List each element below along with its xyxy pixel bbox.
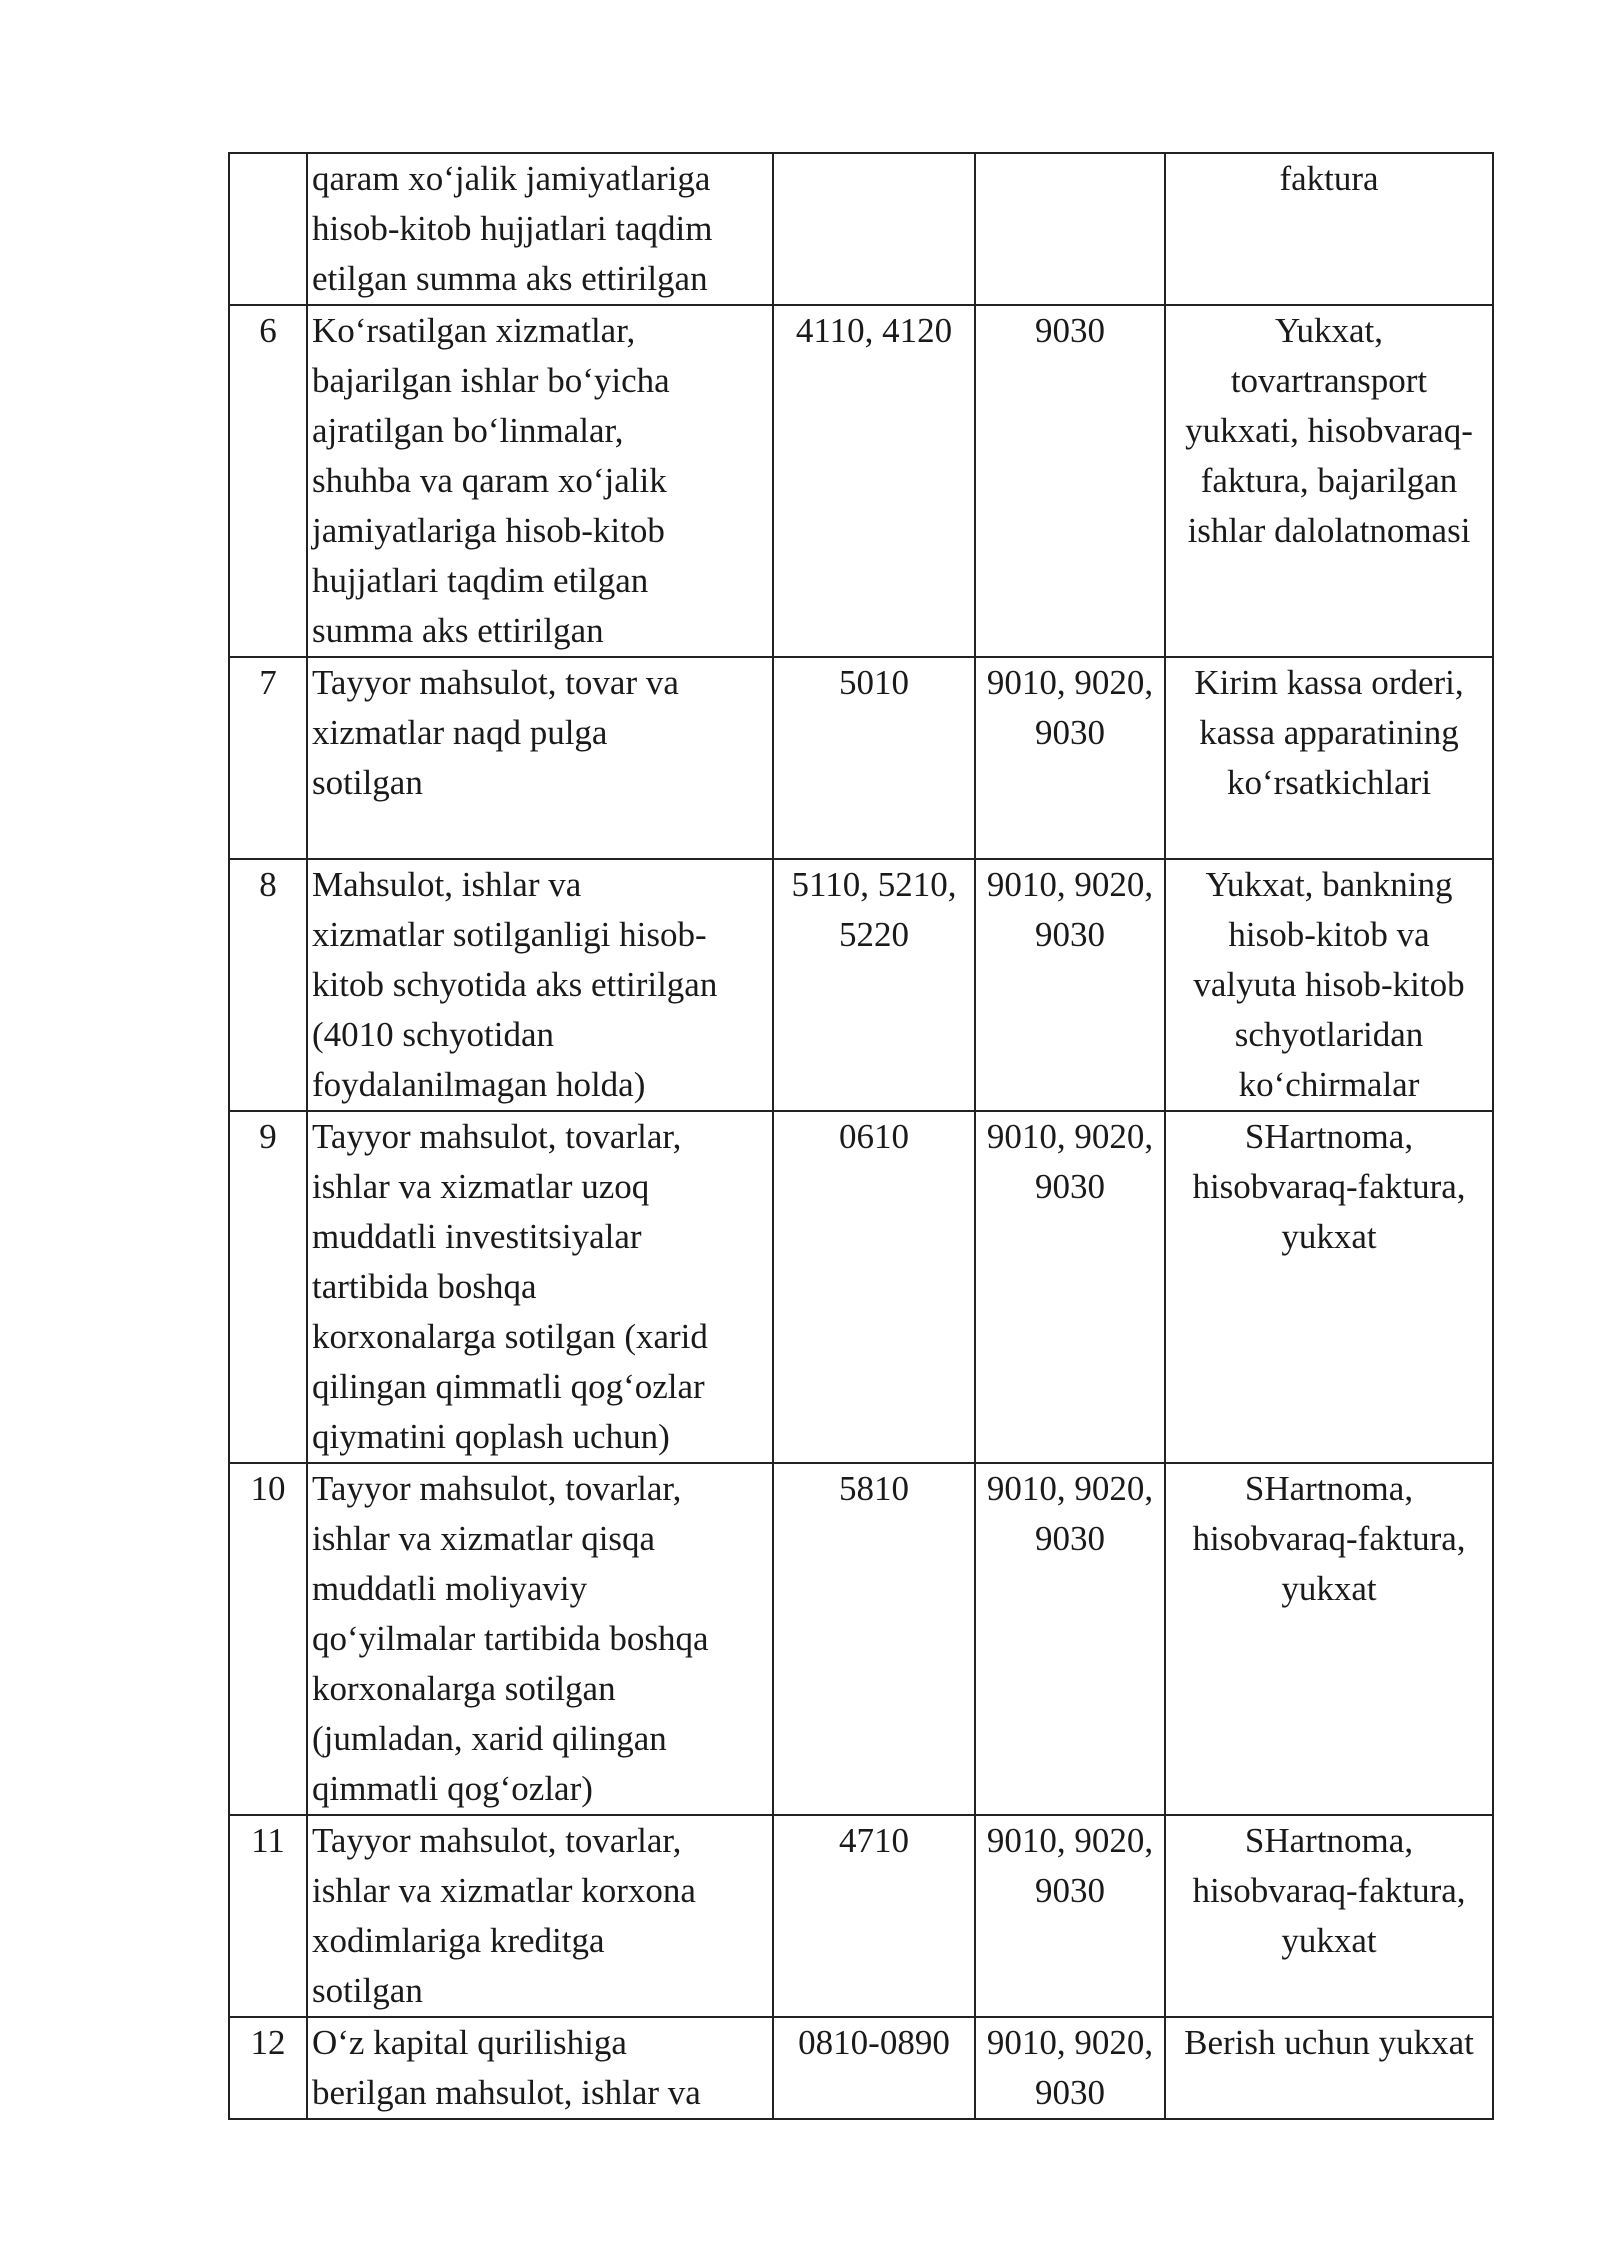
cell-text-line: ishlar dalolatnomasi bbox=[1187, 511, 1471, 550]
table-row bbox=[229, 153, 1493, 305]
source-documents-cell bbox=[1165, 305, 1493, 657]
cell-text-line: Tayyor mahsulot, tovarlar, bbox=[312, 1469, 682, 1508]
credit-account-cell bbox=[975, 1463, 1165, 1815]
cell-text-line: etilgan summa aks ettirilgan bbox=[312, 259, 708, 298]
operation-description-cell bbox=[307, 153, 773, 305]
row-number-cell bbox=[229, 2017, 307, 2119]
credit-account-cell bbox=[975, 657, 1165, 859]
source-documents-cell bbox=[1165, 1463, 1493, 1815]
cell-text-line: 0610 bbox=[839, 1117, 909, 1156]
cell-text-line: shuhba va qaram xoʻjalik bbox=[312, 461, 667, 500]
cell-text-line: 9030 bbox=[1035, 1519, 1105, 1558]
cell-text-line: SHartnoma, bbox=[1244, 1117, 1414, 1156]
cell-text-line: muddatli investitsiyalar bbox=[312, 1217, 642, 1256]
cell-text-line: 4710 bbox=[839, 1821, 909, 1860]
source-documents-cell bbox=[1165, 657, 1493, 859]
cell-text-line: foydalanilmagan holda) bbox=[312, 1065, 646, 1104]
operation-description-cell bbox=[307, 1815, 773, 2017]
cell-text-line: qimmatli qogʻozlar) bbox=[312, 1769, 593, 1808]
cell-text-line: Yukxat, bbox=[1275, 311, 1383, 350]
cell-text-line: SHartnoma, bbox=[1244, 1469, 1414, 1508]
table-body bbox=[229, 153, 1493, 2119]
debit-account-cell bbox=[773, 2017, 975, 2119]
cell-text-line: hisobvaraq-faktura, bbox=[1192, 1871, 1466, 1910]
cell-text-line: Tayyor mahsulot, tovarlar, bbox=[312, 1821, 682, 1860]
credit-account-cell bbox=[975, 2017, 1165, 2119]
credit-account-cell bbox=[975, 305, 1165, 657]
source-documents-cell bbox=[1165, 859, 1493, 1111]
cell-text-line: 9030 bbox=[1035, 915, 1105, 954]
cell-text-line: qiymatini qoplash uchun) bbox=[312, 1417, 670, 1456]
debit-account-cell bbox=[773, 1111, 975, 1463]
cell-text-line: hisob-kitob hujjatlari taqdim bbox=[312, 209, 713, 248]
credit-account-cell bbox=[975, 153, 1165, 305]
cell-text-line: 9010, 9020, bbox=[986, 2023, 1154, 2062]
cell-text-line: 9030 bbox=[1035, 2073, 1105, 2112]
row-number-cell bbox=[229, 859, 307, 1111]
cell-text-line: 9010, 9020, bbox=[986, 865, 1154, 904]
cell-text-line: yukxat bbox=[1281, 1569, 1377, 1608]
cell-text-line: ishlar va xizmatlar korxona bbox=[312, 1871, 696, 1910]
row-number: 8 bbox=[259, 865, 277, 904]
cell-text-line: jamiyatlariga hisob-kitob bbox=[312, 511, 665, 550]
cell-text-line: 5220 bbox=[839, 915, 909, 954]
cell-text-line: 9030 bbox=[1035, 1167, 1105, 1206]
credit-account-cell bbox=[975, 1815, 1165, 2017]
cell-text-line: Mahsulot, ishlar va bbox=[312, 865, 582, 904]
debit-account-cell bbox=[773, 657, 975, 859]
cell-text-line: xizmatlar naqd pulga bbox=[312, 713, 608, 752]
operation-description-cell bbox=[307, 1463, 773, 1815]
debit-account-cell bbox=[773, 305, 975, 657]
cell-text-line: SHartnoma, bbox=[1244, 1821, 1414, 1860]
row-number-cell bbox=[229, 1463, 307, 1815]
cell-text-line: korxonalarga sotilgan bbox=[312, 1669, 616, 1708]
row-number-cell bbox=[229, 153, 307, 305]
row-number-cell bbox=[229, 1815, 307, 2017]
cell-text-line: 5110, 5210, bbox=[791, 865, 957, 904]
cell-text-line: berilgan mahsulot, ishlar va bbox=[312, 2073, 701, 2112]
row-number: 12 bbox=[250, 2023, 286, 2062]
cell-text-line: 5010 bbox=[839, 663, 909, 702]
cell-text-line: ishlar va xizmatlar qisqa bbox=[312, 1519, 656, 1558]
cell-text-line: korxonalarga sotilgan (xarid bbox=[312, 1317, 708, 1356]
credit-account-cell bbox=[975, 1111, 1165, 1463]
cell-text-line: qoʻyilmalar tartibida boshqa bbox=[312, 1619, 709, 1658]
cell-text-line: 9030 bbox=[1035, 311, 1105, 350]
cell-text-line: muddatli moliyaviy bbox=[312, 1569, 588, 1608]
cell-text-line: ajratilgan boʻlinmalar, bbox=[312, 411, 624, 450]
table-row bbox=[229, 1815, 1493, 2017]
cell-text-line: tovartransport bbox=[1230, 361, 1428, 400]
row-number: 9 bbox=[259, 1117, 277, 1156]
row-number: 10 bbox=[250, 1469, 286, 1508]
cell-text-line: kassa apparatining bbox=[1199, 713, 1459, 752]
cell-text-line: yukxati, hisobvaraq- bbox=[1185, 411, 1473, 450]
cell-text-line: 0810-0890 bbox=[798, 2023, 950, 2062]
operation-description-cell bbox=[307, 657, 773, 859]
cell-text-line: koʻrsatkichlari bbox=[1226, 763, 1432, 802]
row-number-cell bbox=[229, 1111, 307, 1463]
operation-description-cell bbox=[307, 859, 773, 1111]
table-row bbox=[229, 859, 1493, 1111]
source-documents-cell bbox=[1165, 1815, 1493, 2017]
table-row bbox=[229, 1463, 1493, 1815]
cell-text-line: 9010, 9020, bbox=[986, 1469, 1154, 1508]
table-row bbox=[229, 657, 1493, 859]
cell-text-line: kitob schyotida aks ettirilgan bbox=[312, 965, 718, 1004]
table-row bbox=[229, 1111, 1493, 1463]
debit-account-cell bbox=[773, 859, 975, 1111]
row-number-cell bbox=[229, 657, 307, 859]
cell-text-line: qilingan qimmatli qogʻozlar bbox=[312, 1367, 705, 1406]
cell-text-line: (jumladan, xarid qilingan bbox=[312, 1719, 667, 1758]
cell-text-line: 9030 bbox=[1035, 1871, 1105, 1910]
cell-text-line: Berish uchun yukxat bbox=[1184, 2023, 1474, 2062]
cell-text-line: 4110, 4120 bbox=[795, 311, 953, 350]
source-documents-cell bbox=[1165, 2017, 1493, 2119]
cell-text-line: xodimlariga kreditga bbox=[312, 1921, 605, 1960]
row-number: 11 bbox=[251, 1821, 285, 1860]
cell-text-line: sotilgan bbox=[312, 1971, 423, 2010]
cell-text-line: Koʻrsatilgan xizmatlar, bbox=[312, 311, 636, 350]
cell-text-line: 9010, 9020, bbox=[986, 663, 1154, 702]
table-row bbox=[229, 305, 1493, 657]
cell-text-line: Tayyor mahsulot, tovarlar, bbox=[312, 1117, 682, 1156]
cell-text-line: koʻchirmalar bbox=[1238, 1065, 1420, 1104]
cell-text-line: yukxat bbox=[1281, 1217, 1377, 1256]
cell-text-line: schyotlaridan bbox=[1234, 1015, 1424, 1054]
cell-text-line: hisob-kitob va bbox=[1228, 915, 1430, 954]
cell-text-line: 9010, 9020, bbox=[986, 1821, 1154, 1860]
debit-account-cell bbox=[773, 1815, 975, 2017]
operation-description-cell bbox=[307, 305, 773, 657]
cell-text-line: ishlar va xizmatlar uzoq bbox=[312, 1167, 650, 1206]
cell-text-line: faktura bbox=[1279, 159, 1379, 198]
cell-text-line: qaram xoʻjalik jamiyatlariga bbox=[312, 159, 711, 198]
cell-text-line: (4010 schyotidan bbox=[312, 1015, 555, 1054]
cell-text-line: Oʻz kapital qurilishiga bbox=[312, 2023, 627, 2062]
cell-text-line: tartibida boshqa bbox=[312, 1267, 537, 1306]
operation-description-cell bbox=[307, 1111, 773, 1463]
cell-text-line: Yukxat, bankning bbox=[1205, 865, 1453, 904]
cell-text-line: valyuta hisob-kitob bbox=[1193, 965, 1465, 1004]
cell-text-line: Kirim kassa orderi, bbox=[1194, 663, 1464, 702]
cell-text-line: 5810 bbox=[839, 1469, 909, 1508]
cell-text-line: xizmatlar sotilganligi hisob- bbox=[312, 915, 707, 954]
cell-text-line: Tayyor mahsulot, tovar va bbox=[312, 663, 679, 702]
operation-description-cell bbox=[307, 2017, 773, 2119]
debit-account-cell bbox=[773, 153, 975, 305]
debit-account-cell bbox=[773, 1463, 975, 1815]
table-row bbox=[229, 2017, 1493, 2119]
row-number: 6 bbox=[259, 311, 277, 350]
cell-text-line: 9030 bbox=[1035, 713, 1105, 752]
cell-text-line: hujjatlari taqdim etilgan bbox=[312, 561, 649, 600]
cell-text-line: yukxat bbox=[1281, 1921, 1377, 1960]
cell-text-line: summa aks ettirilgan bbox=[312, 611, 604, 650]
row-number: 7 bbox=[259, 663, 277, 702]
cell-text-line: bajarilgan ishlar boʻyicha bbox=[312, 361, 670, 400]
cell-text-line: hisobvaraq-faktura, bbox=[1192, 1519, 1466, 1558]
source-documents-cell bbox=[1165, 153, 1493, 305]
cell-text-line: 9010, 9020, bbox=[986, 1117, 1154, 1156]
cell-text-line: faktura, bajarilgan bbox=[1200, 461, 1458, 500]
cell-text-line: hisobvaraq-faktura, bbox=[1192, 1167, 1466, 1206]
source-documents-cell bbox=[1165, 1111, 1493, 1463]
credit-account-cell bbox=[975, 859, 1165, 1111]
cell-text-line: sotilgan bbox=[312, 763, 423, 802]
accounting-entries-table bbox=[228, 152, 1494, 2120]
row-number-cell bbox=[229, 305, 307, 657]
